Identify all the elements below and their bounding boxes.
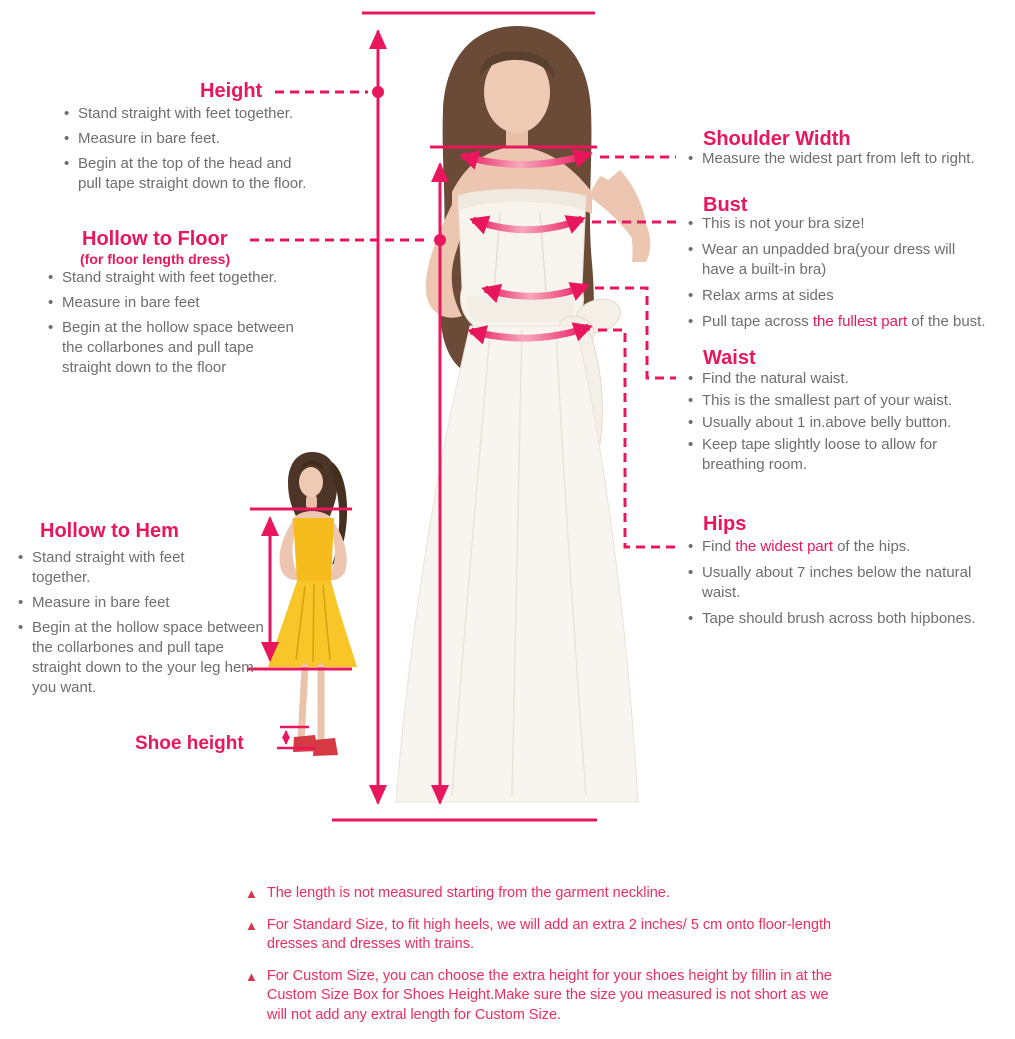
height-anchor-dot — [372, 86, 384, 98]
footnotes — [245, 884, 845, 1037]
warning-triangle-icon: ▲ — [245, 968, 258, 984]
highlighted-text: the widest part — [735, 538, 833, 555]
list-item: • Stand straight with feet together. — [46, 268, 311, 288]
list-item: • Begin at the top of the head and pull tape straight down to the floor. — [62, 154, 314, 194]
warning-triangle-icon: ▲ — [245, 917, 258, 933]
bust-instructions — [686, 214, 1015, 338]
note-item: ▲ For Custom Size, you can choose the extra height for your shoes height by fillin in at the Custom Size Box for Shoes Height.Make sure the size you measured is not short as we will not add any extral length for Custom Size. — [245, 967, 832, 1023]
note-item: ▲ The length is not measured starting from the garment neckline. — [245, 885, 670, 901]
shoulder-width-title: Shoulder Width — [703, 128, 851, 150]
list-item: • Stand straight with feet together. — [62, 104, 330, 124]
list-item: • Begin at the hollow space between the collarbones and pull tape straight down to the your leg hem you want. — [16, 618, 268, 698]
list-item: • Wear an unpadded bra(your dress will have a built-in bra) — [686, 240, 980, 280]
note-item: ▲ For Standard Size, to fit high heels, we will add an extra 2 inches/ 5 cm onto floor-length dresses and dresses with trains. — [245, 916, 832, 952]
bust-title: Bust — [703, 194, 748, 216]
highlighted-text: the fullest part — [812, 313, 908, 330]
hollow-to-hem-title: Hollow to Hem — [40, 520, 179, 542]
height-instructions — [62, 104, 330, 199]
hollow-to-floor-anchor-dot — [434, 234, 446, 246]
list-item: • Begin at the hollow space between the collarbones and pull tape straight down to the floor — [46, 318, 298, 378]
height-title: Height — [200, 80, 263, 102]
shoulder-width-instructions — [686, 149, 1014, 175]
hollow-to-floor-subtitle: (for floor length dress) — [80, 251, 231, 267]
list-item: • Usually about 1 in.above belly button. — [686, 413, 1015, 433]
list-item: • Usually about 7 inches below the natural waist. — [686, 563, 1002, 603]
petite-model-illustration — [268, 452, 357, 756]
main-model-illustration — [396, 26, 650, 802]
list-item: • Pull tape across the fullest part of the bust. — [686, 312, 1015, 332]
list-item: • Measure in bare feet. — [62, 129, 330, 149]
warning-triangle-icon: ▲ — [245, 886, 258, 901]
list-item: • Find the widest part of the hips. — [686, 537, 1015, 557]
hips-instructions — [686, 537, 1015, 635]
list-item: • This is not your bra size! — [686, 214, 1015, 234]
waist-title: Waist — [703, 347, 756, 369]
list-item: • Measure the widest part from left to right. — [686, 149, 1014, 169]
shoe-height-label: Shoe height — [135, 733, 244, 754]
hollow-to-floor-instructions — [46, 268, 311, 383]
list-item: • Measure in bare feet — [46, 293, 311, 313]
list-item: • Relax arms at sides — [686, 286, 1015, 306]
list-item: • Keep tape slightly loose to allow for breathing room. — [686, 435, 974, 475]
list-item: • Stand straight with feet together. — [16, 548, 207, 588]
hips-title: Hips — [703, 513, 747, 535]
list-item: • Measure in bare feet — [16, 593, 268, 613]
list-item: • Find the natural waist. — [686, 369, 1015, 389]
hollow-to-floor-title: Hollow to Floor — [82, 228, 228, 250]
list-item: • Tape should brush across both hipbones. — [686, 609, 1015, 629]
list-item: • This is the smallest part of your waist. — [686, 391, 1015, 411]
waist-instructions — [686, 369, 1015, 477]
hollow-to-hem-instructions — [16, 548, 268, 703]
